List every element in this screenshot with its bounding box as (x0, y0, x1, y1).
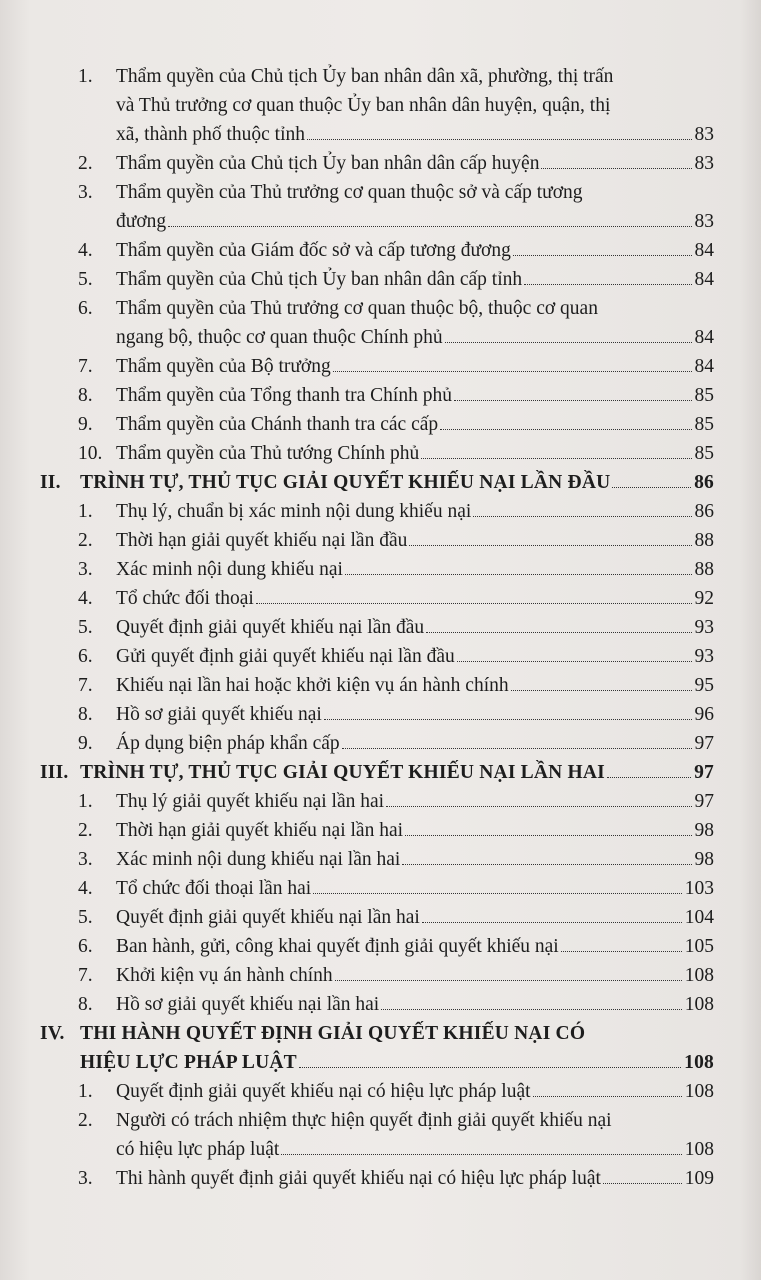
item-title: Thẩm quyền của Thủ tướng Chính phủ (116, 443, 420, 464)
toc-entry-II-4[interactable] (78, 588, 714, 610)
item-title: Xác minh nội dung khiếu nại (116, 559, 343, 580)
toc-entry-III-4[interactable] (78, 878, 714, 900)
page-number: 108 (684, 1052, 714, 1073)
item-number: 3. (78, 559, 93, 580)
dot-leader (454, 400, 692, 401)
toc-entry-I-cont-9[interactable] (78, 414, 714, 436)
page-number: 109 (684, 1168, 714, 1189)
dot-leader (513, 255, 692, 256)
section-number: III. (40, 762, 69, 783)
dot-leader (299, 1067, 681, 1068)
toc-entry-III-3[interactable] (78, 849, 714, 871)
toc-entry-II-8[interactable] (78, 704, 714, 726)
dot-leader (342, 748, 692, 749)
toc-entry-I-cont-8[interactable] (78, 385, 714, 407)
dot-leader (345, 574, 692, 575)
dot-leader (561, 951, 682, 952)
page-number: 84 (694, 327, 714, 348)
item-title: Gửi quyết định giải quyết khiếu nại lần đầu (116, 646, 455, 667)
dot-leader (281, 1154, 681, 1155)
item-title: Áp dụng biện pháp khẩn cấp (116, 733, 340, 754)
item-number: 7. (78, 965, 93, 986)
item-number: 6. (78, 936, 93, 957)
section-heading-IV-line-2[interactable] (80, 1052, 714, 1074)
page-number: 105 (684, 936, 714, 957)
toc-entry-IV-3[interactable] (78, 1168, 714, 1190)
item-number: 5. (78, 907, 93, 928)
toc-entry-III-7[interactable] (78, 965, 714, 987)
section-title: TRÌNH TỰ, THỦ TỤC GIẢI QUYẾT KHIẾU NẠI LẦN ĐẦU (80, 472, 611, 493)
page-number: 83 (694, 211, 714, 232)
item-title: Thẩm quyền của Chủ tịch Ủy ban nhân dân cấp tỉnh (116, 269, 523, 290)
toc-entry-I-cont-1-line-3[interactable] (116, 124, 714, 146)
item-title: Thẩm quyền của Bộ trưởng (116, 356, 331, 377)
section-number: IV. (40, 1023, 65, 1044)
item-title: Thẩm quyền của Tổng thanh tra Chính phủ (116, 385, 452, 406)
item-title: có hiệu lực pháp luật (116, 1139, 280, 1160)
item-title: ngang bộ, thuộc cơ quan thuộc Chính phủ (116, 327, 443, 348)
item-title: đương (116, 211, 167, 232)
item-number: 3. (78, 849, 93, 870)
toc-entry-II-7[interactable] (78, 675, 714, 697)
toc-entry-I-cont-5[interactable] (78, 269, 714, 291)
item-number: 10. (78, 443, 103, 464)
item-number: 1. (78, 791, 93, 812)
section-title: HIỆU LỰC PHÁP LUẬT (80, 1052, 297, 1073)
page-number: 85 (694, 443, 714, 464)
item-title: Ban hành, gửi, công khai quyết định giải quyết khiếu nại (116, 936, 559, 957)
page-number: 96 (694, 704, 714, 725)
toc-entry-III-2[interactable] (78, 820, 714, 842)
page-number: 86 (694, 472, 714, 493)
dot-leader (524, 284, 691, 285)
item-title: Thẩm quyền của Chủ tịch Ủy ban nhân dân cấp huyện (116, 153, 540, 174)
toc-entry-II-3[interactable] (78, 559, 714, 581)
item-number: 8. (78, 704, 93, 725)
item-number: 1. (78, 501, 93, 522)
toc-entry-III-8[interactable] (78, 994, 714, 1016)
dot-leader (440, 429, 691, 430)
item-number: 2. (78, 1110, 93, 1131)
item-title: Thẩm quyền của Giám đốc sở và cấp tương đương (116, 240, 511, 261)
item-number: 8. (78, 994, 93, 1015)
item-title: Thi hành quyết định giải quyết khiếu nại có hiệu lực pháp luật (116, 1168, 601, 1189)
item-number: 9. (78, 414, 93, 435)
toc-entry-I-cont-1-line-2[interactable] (116, 95, 714, 117)
toc-entry-IV-1[interactable] (78, 1081, 714, 1103)
item-title: Quyết định giải quyết khiếu nại lần hai (116, 907, 420, 928)
item-number: 8. (78, 385, 93, 406)
page-number: 88 (694, 530, 714, 551)
page-number: 108 (684, 1081, 714, 1102)
page-number: 97 (694, 733, 714, 754)
page-number: 97 (694, 762, 714, 783)
item-number: 5. (78, 617, 93, 638)
toc-entry-I-cont-10[interactable] (78, 443, 714, 465)
page-number: 88 (694, 559, 714, 580)
dot-leader (422, 922, 682, 923)
toc-entry-II-2[interactable] (78, 530, 714, 552)
dot-leader (333, 371, 692, 372)
dot-leader (426, 632, 691, 633)
page-number: 103 (684, 878, 714, 899)
section-heading-II[interactable] (40, 472, 714, 494)
item-title: Xác minh nội dung khiếu nại lần hai (116, 849, 401, 870)
page-number: 108 (684, 994, 714, 1015)
dot-leader (607, 777, 691, 778)
toc-entry-I-cont-3-line-1[interactable] (78, 182, 714, 204)
dot-leader (445, 342, 692, 343)
dot-leader (409, 545, 691, 546)
section-number: II. (40, 472, 61, 493)
dot-leader (256, 603, 692, 604)
dot-leader (457, 661, 692, 662)
toc-entry-IV-2-line-1[interactable] (78, 1110, 714, 1132)
section-title: TRÌNH TỰ, THỦ TỤC GIẢI QUYẾT KHIẾU NẠI LẦN HAI (80, 762, 605, 783)
toc-entry-I-cont-4[interactable] (78, 240, 714, 262)
section-heading-IV-line-1[interactable] (40, 1023, 714, 1045)
page-number: 83 (694, 153, 714, 174)
page-number: 104 (684, 907, 714, 928)
page-number: 84 (694, 269, 714, 290)
item-number: 3. (78, 1168, 93, 1189)
item-title: Khiếu nại lần hai hoặc khởi kiện vụ án hành chính (116, 675, 509, 696)
item-title: Hồ sơ giải quyết khiếu nại (116, 704, 322, 725)
dot-leader (473, 516, 691, 517)
item-number: 2. (78, 153, 93, 174)
toc-entry-III-1[interactable] (78, 791, 714, 813)
item-number: 1. (78, 66, 93, 87)
toc-entry-II-6[interactable] (78, 646, 714, 668)
page-number: 85 (694, 385, 714, 406)
section-title: THI HÀNH QUYẾT ĐỊNH GIẢI QUYẾT KHIẾU NẠI CÓ (80, 1023, 586, 1044)
item-title: Thời hạn giải quyết khiếu nại lần hai (116, 820, 404, 841)
page-number: 108 (684, 1139, 714, 1160)
item-title: Người có trách nhiệm thực hiện quyết định giải quyết khiếu nại (116, 1110, 612, 1131)
dot-leader (405, 835, 691, 836)
item-title: Khởi kiện vụ án hành chính (116, 965, 333, 986)
page-number: 108 (684, 965, 714, 986)
toc-entry-I-cont-1-line-1[interactable] (78, 66, 714, 88)
dot-leader (381, 1009, 682, 1010)
item-title: Tổ chức đối thoại (116, 588, 254, 609)
page-number: 83 (694, 124, 714, 145)
dot-leader (612, 487, 691, 488)
item-title: và Thủ trưởng cơ quan thuộc Ủy ban nhân dân huyện, quận, thị (116, 95, 611, 116)
dot-leader (307, 139, 691, 140)
item-title: Thụ lý giải quyết khiếu nại lần hai (116, 791, 385, 812)
item-title: Thời hạn giải quyết khiếu nại lần đầu (116, 530, 408, 551)
toc-entry-I-cont-3-line-2[interactable] (116, 211, 714, 233)
toc-entry-I-cont-6-line-2[interactable] (116, 327, 714, 349)
toc-entry-I-cont-2[interactable] (78, 153, 714, 175)
page-number: 93 (694, 646, 714, 667)
toc-entry-IV-2-line-2[interactable] (116, 1139, 714, 1161)
toc-entry-II-5[interactable] (78, 617, 714, 639)
item-number: 2. (78, 530, 93, 551)
item-number: 1. (78, 1081, 93, 1102)
section-heading-III[interactable] (40, 762, 714, 784)
dot-leader (603, 1183, 682, 1184)
page-number: 92 (694, 588, 714, 609)
item-title: Thẩm quyền của Thủ trưởng cơ quan thuộc sở và cấp tương (116, 182, 583, 203)
dot-leader (324, 719, 692, 720)
item-number: 6. (78, 298, 93, 319)
item-number: 4. (78, 878, 93, 899)
dot-leader (168, 226, 691, 227)
toc-entry-I-cont-7[interactable] (78, 356, 714, 378)
item-number: 4. (78, 588, 93, 609)
page-number: 84 (694, 356, 714, 377)
item-number: 3. (78, 182, 93, 203)
toc-entry-II-9[interactable] (78, 733, 714, 755)
toc-entry-III-5[interactable] (78, 907, 714, 929)
item-title: Thẩm quyền của Chánh thanh tra các cấp (116, 414, 439, 435)
dot-leader (541, 168, 691, 169)
item-title: Thẩm quyền của Chủ tịch Ủy ban nhân dân xã, phường, thị trấn (116, 66, 614, 87)
item-number: 7. (78, 675, 93, 696)
item-title: xã, thành phố thuộc tỉnh (116, 124, 306, 145)
item-number: 9. (78, 733, 93, 754)
page-number: 85 (694, 414, 714, 435)
dot-leader (386, 806, 691, 807)
dot-leader (421, 458, 691, 459)
toc-entry-III-6[interactable] (78, 936, 714, 958)
item-title: Tổ chức đối thoại lần hai (116, 878, 312, 899)
page-number: 98 (694, 849, 714, 870)
page-number: 95 (694, 675, 714, 696)
item-number: 2. (78, 820, 93, 841)
dot-leader (335, 980, 682, 981)
toc-entry-I-cont-6-line-1[interactable] (78, 298, 714, 320)
page-number: 84 (694, 240, 714, 261)
dot-leader (511, 690, 692, 691)
dot-leader (313, 893, 682, 894)
item-number: 7. (78, 356, 93, 377)
toc-entry-II-1[interactable] (78, 501, 714, 523)
item-title: Quyết định giải quyết khiếu nại lần đầu (116, 617, 425, 638)
page-number: 93 (694, 617, 714, 638)
dot-leader (533, 1096, 682, 1097)
item-number: 6. (78, 646, 93, 667)
item-number: 4. (78, 240, 93, 261)
page-number: 98 (694, 820, 714, 841)
page-number: 86 (694, 501, 714, 522)
item-title: Hồ sơ giải quyết khiếu nại lần hai (116, 994, 380, 1015)
dot-leader (402, 864, 691, 865)
item-title: Quyết định giải quyết khiếu nại có hiệu lực pháp luật (116, 1081, 531, 1102)
page-number: 97 (694, 791, 714, 812)
item-number: 5. (78, 269, 93, 290)
item-title: Thẩm quyền của Thủ trưởng cơ quan thuộc bộ, thuộc cơ quan (116, 298, 598, 319)
item-title: Thụ lý, chuẩn bị xác minh nội dung khiếu nại (116, 501, 472, 522)
